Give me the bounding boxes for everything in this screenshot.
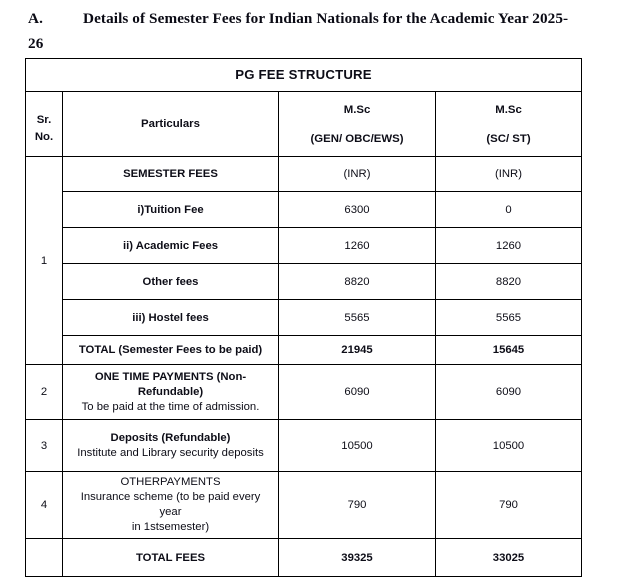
value-gen-other-fees: 8820 <box>279 264 436 300</box>
sr-no-cell-1: 1 <box>26 157 63 365</box>
column-header-msc-gen-obc-ews <box>279 92 436 157</box>
value-sc-semester-fees: (INR) <box>436 157 582 192</box>
heading-continuation: 26 <box>28 35 44 52</box>
msc-gen-line2: (GEN/ OBC/EWS) <box>310 132 404 145</box>
column-header-sr-no <box>26 92 63 157</box>
table-row <box>26 157 582 192</box>
particulars-total-semester-fees: TOTAL (Semester Fees to be paid) <box>63 336 279 365</box>
value-gen-one-time-payments: 6090 <box>279 365 436 420</box>
particulars-hostel-fees: iii) Hostel fees <box>63 300 279 336</box>
value-sc-total-fees: 33025 <box>436 539 582 577</box>
value-gen-semester-fees: (INR) <box>279 157 436 192</box>
sr-no-cell-3: 3 <box>26 420 63 472</box>
table-title: PG FEE STRUCTURE <box>26 59 582 92</box>
one-time-payments-line3: To be paid at the time of admission. <box>81 400 260 413</box>
table-title-row <box>26 59 582 92</box>
table-row <box>26 192 582 228</box>
msc-sc-line1: M.Sc <box>495 103 522 116</box>
particulars-label: Particulars <box>141 118 200 130</box>
sr-line2: No. <box>34 130 54 143</box>
table-row <box>26 472 582 539</box>
particulars-one-time-payments <box>63 365 279 420</box>
column-header-particulars <box>63 92 279 157</box>
table-row <box>26 264 582 300</box>
value-sc-other-fees: 8820 <box>436 264 582 300</box>
deposits-line1: Deposits (Refundable) <box>110 431 231 444</box>
value-gen-tuition-fee: 6300 <box>279 192 436 228</box>
value-gen-other-payments: 790 <box>279 472 436 539</box>
sr-no-cell-2: 2 <box>26 365 63 420</box>
value-sc-hostel-fees: 5565 <box>436 300 582 336</box>
particulars-deposits <box>63 420 279 472</box>
value-sc-tuition-fee: 0 <box>436 192 582 228</box>
one-time-payments-line1: ONE TIME PAYMENTS (Non- <box>94 370 247 383</box>
msc-gen-line1: M.Sc <box>343 103 371 116</box>
particulars-total-fees: TOTAL FEES <box>63 539 279 577</box>
other-payments-line1: OTHERPAYMENTS <box>120 476 221 488</box>
particulars-tuition-fee: i)Tuition Fee <box>63 192 279 228</box>
value-sc-one-time-payments: 6090 <box>436 365 582 420</box>
value-sc-total-semester-fees: 15645 <box>436 336 582 365</box>
other-payments-line2: Insurance scheme (to be paid every year <box>80 491 261 518</box>
sr-no-cell-total <box>26 539 63 577</box>
fee-table-container <box>25 58 581 577</box>
value-gen-deposits: 10500 <box>279 420 436 472</box>
value-sc-academic-fees: 1260 <box>436 228 582 264</box>
table-row <box>26 300 582 336</box>
column-header-msc-sc-st <box>436 92 582 157</box>
particulars-other-payments <box>63 472 279 539</box>
value-sc-other-payments: 790 <box>436 472 582 539</box>
particulars-semester-fees: SEMESTER FEES <box>63 157 279 192</box>
sr-line1: Sr. <box>36 113 52 126</box>
deposits-line2: Institute and Library security deposits <box>77 446 264 459</box>
pg-fee-structure-table <box>25 58 582 577</box>
value-gen-total-semester-fees: 21945 <box>279 336 436 365</box>
table-header-row <box>26 92 582 157</box>
value-gen-hostel-fees: 5565 <box>279 300 436 336</box>
value-gen-total-fees: 39325 <box>279 539 436 577</box>
other-payments-line3: in 1stsemester) <box>131 521 210 533</box>
heading-text: Details of Semester Fees for Indian Nationals for the Academic Year 2025- <box>83 10 569 27</box>
value-sc-deposits: 10500 <box>436 420 582 472</box>
one-time-payments-line2: Refundable) <box>137 385 204 398</box>
msc-sc-line2: (SC/ ST) <box>486 132 531 145</box>
value-gen-academic-fees: 1260 <box>279 228 436 264</box>
particulars-other-fees: Other fees <box>63 264 279 300</box>
page-heading <box>0 0 619 56</box>
table-row <box>26 336 582 365</box>
table-row <box>26 539 582 577</box>
particulars-academic-fees: ii) Academic Fees <box>63 228 279 264</box>
table-row <box>26 420 582 472</box>
table-row <box>26 365 582 420</box>
heading-label: A. <box>28 10 43 27</box>
sr-no-cell-4: 4 <box>26 472 63 539</box>
table-row <box>26 228 582 264</box>
